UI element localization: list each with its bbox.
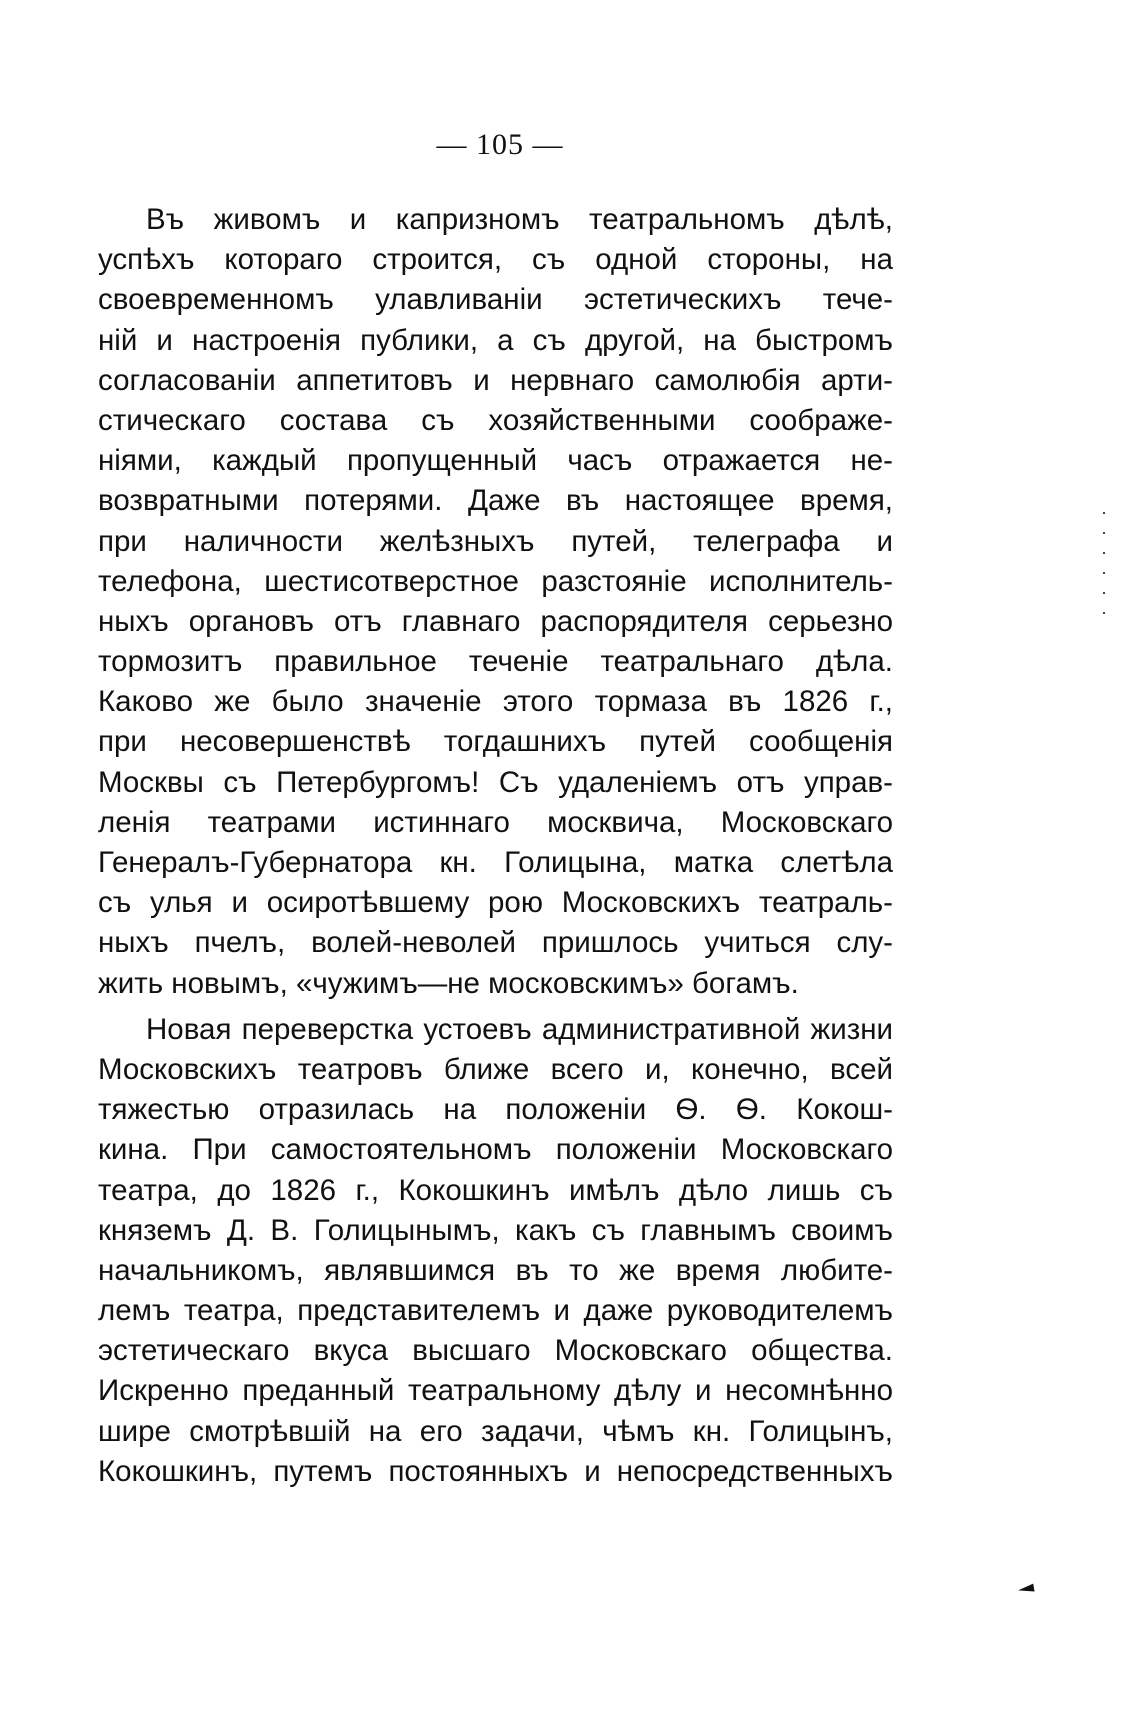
- text-line: тормозитъ правильное теченiе театральнаго дѣла.: [98, 645, 893, 679]
- speck: [1103, 552, 1105, 554]
- text-line: ныхъ пчелъ, волей-неволей пришлось учиться слу-: [98, 926, 893, 960]
- text-line: кина. При самостоятельномъ положенiи Московскаго: [98, 1133, 893, 1167]
- text-line: Искренно преданный театральному дѣлу и несомнѣнно: [98, 1374, 893, 1408]
- page-number: — 105 —: [436, 128, 564, 161]
- text-line: успѣхъ котораго строится, съ одной стороны, на: [98, 243, 893, 277]
- text-line: эстетическаго вкуса высшаго Московскаго общества.: [98, 1334, 893, 1368]
- text-line: нiй и настроенiя публики, а съ другой, на быстромъ: [98, 323, 893, 357]
- speck: [1103, 512, 1105, 514]
- speck: [1103, 572, 1105, 574]
- text-line: Новая переверстка устоевъ административной жизни: [146, 1012, 893, 1046]
- speck: [1103, 532, 1105, 534]
- text-line: Каково же было значенiе этого тормаза въ 1826 г.,: [98, 685, 893, 719]
- text-line: театра, до 1826 г., Кокошкинъ имѣлъ дѣло лишь съ: [98, 1173, 893, 1207]
- scan-mark: [1017, 1584, 1034, 1595]
- text-line: стическаго состава съ хозяйственными соображе-: [98, 403, 893, 437]
- text-line: Московскихъ театровъ ближе всего и, конечно, всей: [98, 1052, 893, 1086]
- text-line: княземъ Д. В. Голицынымъ, какъ съ главнымъ своимъ: [98, 1213, 893, 1247]
- paragraph-2: [98, 1010, 893, 1492]
- text-line: при несовершенствѣ тогдашнихъ путей сообщенiя: [98, 725, 893, 759]
- text-line: ленiя театрами истиннаго москвича, Московскаго: [98, 805, 893, 839]
- text-line: лемъ театра, представителемъ и даже руководителемъ: [98, 1294, 893, 1328]
- text-line: нiями, каждый пропущенный часъ отражается не-: [98, 444, 893, 478]
- speck: [1103, 612, 1105, 614]
- text-line: согласованiи аппетитовъ и нервнаго самолюбiя арти-: [98, 363, 893, 397]
- speck: [1103, 592, 1105, 594]
- text-line: начальникомъ, являвшимся въ то же время любите-: [98, 1253, 893, 1287]
- paragraph-1: [98, 200, 893, 1004]
- text-line: при наличности желѣзныхъ путей, телеграфа и: [98, 524, 893, 558]
- text-line: Генералъ-Губернатора кн. Голицына, матка слетѣла: [98, 846, 893, 879]
- body-text: [98, 200, 893, 1492]
- text-line: жить новымъ, «чужимъ—не московскимъ» богамъ.: [98, 966, 799, 1000]
- text-line: шире смотрѣвшiй на его задачи, чѣмъ кн. Голицынъ,: [98, 1414, 893, 1448]
- text-line: своевременномъ улавливанiи эстетическихъ тече-: [98, 283, 893, 317]
- text-line: тяжестью отразилась на положенiи Ѳ. Ѳ. Кокош-: [98, 1093, 893, 1127]
- text-line: Кокошкинъ, путемъ постоянныхъ и непосредственныхъ: [98, 1454, 893, 1488]
- text-line: съ улья и осиротѣвшему рою Московскихъ театраль-: [98, 886, 893, 920]
- text-line: Москвы съ Петербургомъ! Съ удаленiемъ отъ управ-: [98, 765, 893, 799]
- text-line: Въ живомъ и капризномъ театральномъ дѣлѣ,: [146, 203, 893, 236]
- margin-specks: [1103, 512, 1107, 662]
- text-line: телефона, шестисотверстное разстоянiе исполнитель-: [98, 564, 893, 598]
- text-line: возвратными потерями. Даже въ настоящее время,: [98, 484, 893, 518]
- text-line: ныхъ органовъ отъ главнаго распорядителя серьезно: [98, 604, 893, 638]
